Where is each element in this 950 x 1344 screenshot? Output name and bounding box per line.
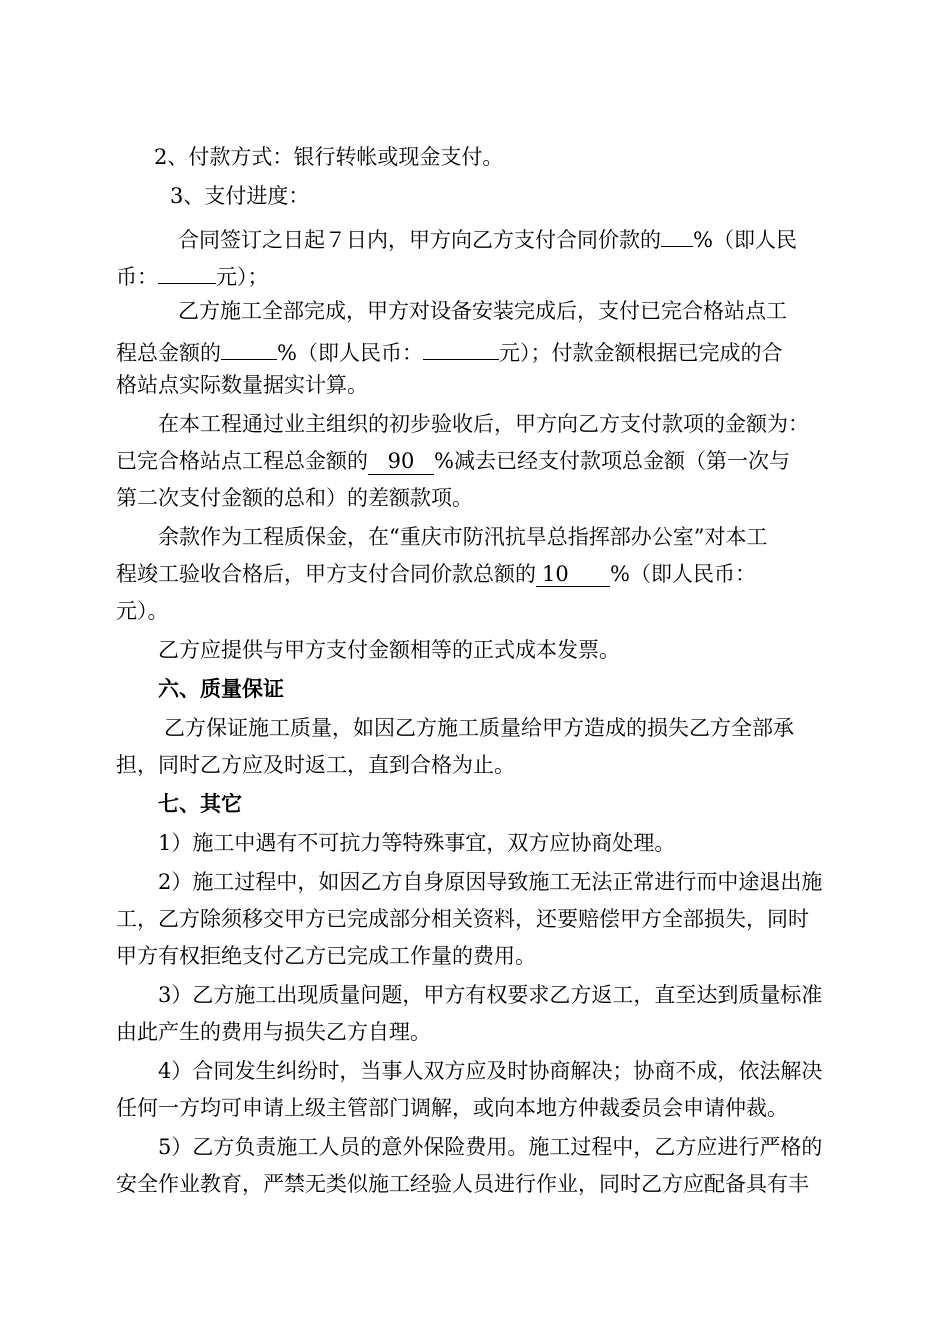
section-7-item-5-text-b: 安全作业教育，严禁无类似施工经验人员进行作业，同时乙方应配备具有丰 — [116, 1172, 809, 1196]
section-7-item-4-text-b: 任何一方均可申请上级主管部门调解，或向本地方仲裁委员会申请仲裁。 — [116, 1096, 788, 1120]
section-7-item-2-line-2 — [116, 904, 856, 936]
payment-method-line — [154, 142, 894, 174]
paragraph-1-text-c: 币： — [116, 265, 158, 289]
section-6-body-line-2 — [116, 750, 856, 782]
paragraph-4-text-b: 程竣工验收合格后，甲方支付合同价款总额的 — [116, 562, 536, 586]
payment-schedule-text: 3、支付进度： — [170, 184, 310, 208]
payment-schedule-title — [170, 181, 910, 213]
section-7-item-1-text: 1）施工中遇有不可抗力等特殊事宜，双方应协商处理。 — [158, 831, 676, 855]
paragraph-2-line-3 — [116, 370, 856, 402]
paragraph-2-text-a: 乙方施工全部完成，甲方对设备安装完成后，支付已完合格站点工 — [178, 299, 787, 323]
paragraph-4-text-a: 余款作为工程质保金，在“重庆市防汛抗旱总指挥部办公室”对本工 — [158, 525, 768, 549]
paragraph-3-line-3 — [116, 483, 856, 515]
section-7-item-4-text-a: 4）合同发生纠纷时，当事人双方应及时协商解决；协商不成，依法解决 — [158, 1059, 823, 1083]
paragraph-2-line-2 — [116, 333, 856, 365]
section-7-item-2-text-c: 甲方有权拒绝支付乙方已完成工作量的费用。 — [116, 944, 536, 968]
paragraph-2-text-e: 格站点实际数量据实计算。 — [116, 373, 368, 397]
paragraph-4-text-c: %（即人民币： — [610, 562, 756, 586]
section-6-heading-text: 六、质量保证 — [158, 676, 284, 701]
final-payment-percent-blank: 90 — [368, 448, 434, 475]
section-7-item-2-text-a: 2）施工过程中，如因乙方自身原因导致施工无法正常进行而中途退出施 — [158, 870, 823, 894]
section-7-item-2-line-3 — [116, 941, 856, 973]
paragraph-3-text-b: 已完合格站点工程总金额的 — [116, 449, 368, 473]
paragraph-1-line-1 — [178, 220, 918, 252]
paragraph-1-text-d: 元）； — [216, 265, 269, 289]
paragraph-1-line-2 — [116, 257, 856, 289]
paragraph-3-line-1 — [158, 409, 898, 441]
paragraph-1-text-b: %（即人民 — [693, 228, 797, 252]
second-payment-amount-blank — [423, 333, 499, 360]
paragraph-1-text-a: 合同签订之日起７日内，甲方向乙方支付合同价款的 — [178, 228, 661, 252]
section-6-heading — [158, 674, 898, 706]
paragraph-3-line-2 — [116, 446, 856, 478]
second-payment-percent-blank — [221, 333, 277, 360]
section-7-item-3-line-2 — [116, 1017, 856, 1049]
section-7-item-3-text-b: 由此产生的费用与损失乙方自理。 — [116, 1020, 431, 1044]
paragraph-2-text-b: 程总金额的 — [116, 341, 221, 365]
section-7-item-2-line-1 — [158, 867, 898, 899]
paragraph-4-line-1 — [158, 522, 898, 554]
section-7-item-5-line-1 — [158, 1132, 898, 1164]
paragraph-4-line-3 — [116, 596, 856, 628]
first-payment-amount-blank — [158, 257, 216, 284]
first-payment-percent-blank — [661, 220, 693, 247]
section-6-body-text-a: 乙方保证施工质量，如因乙方施工质量给甲方造成的损失乙方全部承 — [164, 716, 794, 740]
section-7-item-1 — [158, 828, 898, 860]
section-7-item-2-text-b: 工，乙方除须移交甲方已完成部分相关资料，还要赔偿甲方全部损失，同时 — [116, 907, 809, 931]
section-7-item-5-line-2 — [116, 1169, 856, 1201]
paragraph-4-line-2 — [116, 559, 856, 591]
paragraph-3-text-d: 第二次支付金额的总和）的差额款项。 — [116, 486, 473, 510]
section-6-body-line-1 — [164, 713, 904, 745]
section-7-item-3-line-1 — [158, 980, 898, 1012]
paragraph-2-text-c: %（即人民币： — [277, 341, 423, 365]
paragraph-3-text-c: %减去已经支付款项总金额（第一次与 — [434, 449, 790, 473]
paragraph-5-text: 乙方应提供与甲方支付金额相等的正式成本发票。 — [158, 638, 620, 662]
section-7-item-5-text-a: 5）乙方负责施工人员的意外保险费用。施工过程中，乙方应进行严格的 — [158, 1135, 823, 1159]
warranty-percent-blank: 10 — [536, 561, 610, 587]
section-6-body-text-b: 担，同时乙方应及时返工，直到合格为止。 — [116, 753, 515, 777]
section-7-heading-text: 七、其它 — [158, 791, 242, 816]
section-7-item-4-line-2 — [116, 1093, 856, 1125]
paragraph-3-text-a: 在本工程通过业主组织的初步验收后，甲方向乙方支付款项的金额为： — [158, 412, 809, 436]
section-7-item-3-text-a: 3）乙方施工出现质量问题，甲方有权要求乙方返工，直至达到质量标准 — [158, 983, 823, 1007]
paragraph-2-text-d: 元）；付款金额根据已完成的合 — [498, 341, 783, 365]
payment-method-text: 2、付款方式：银行转帐或现金支付。 — [154, 145, 504, 169]
paragraph-2-line-1 — [178, 296, 918, 328]
paragraph-4-text-d: 元）。 — [116, 599, 169, 623]
section-7-heading — [158, 789, 898, 821]
paragraph-5-line — [158, 635, 898, 667]
section-7-item-4-line-1 — [158, 1056, 898, 1088]
